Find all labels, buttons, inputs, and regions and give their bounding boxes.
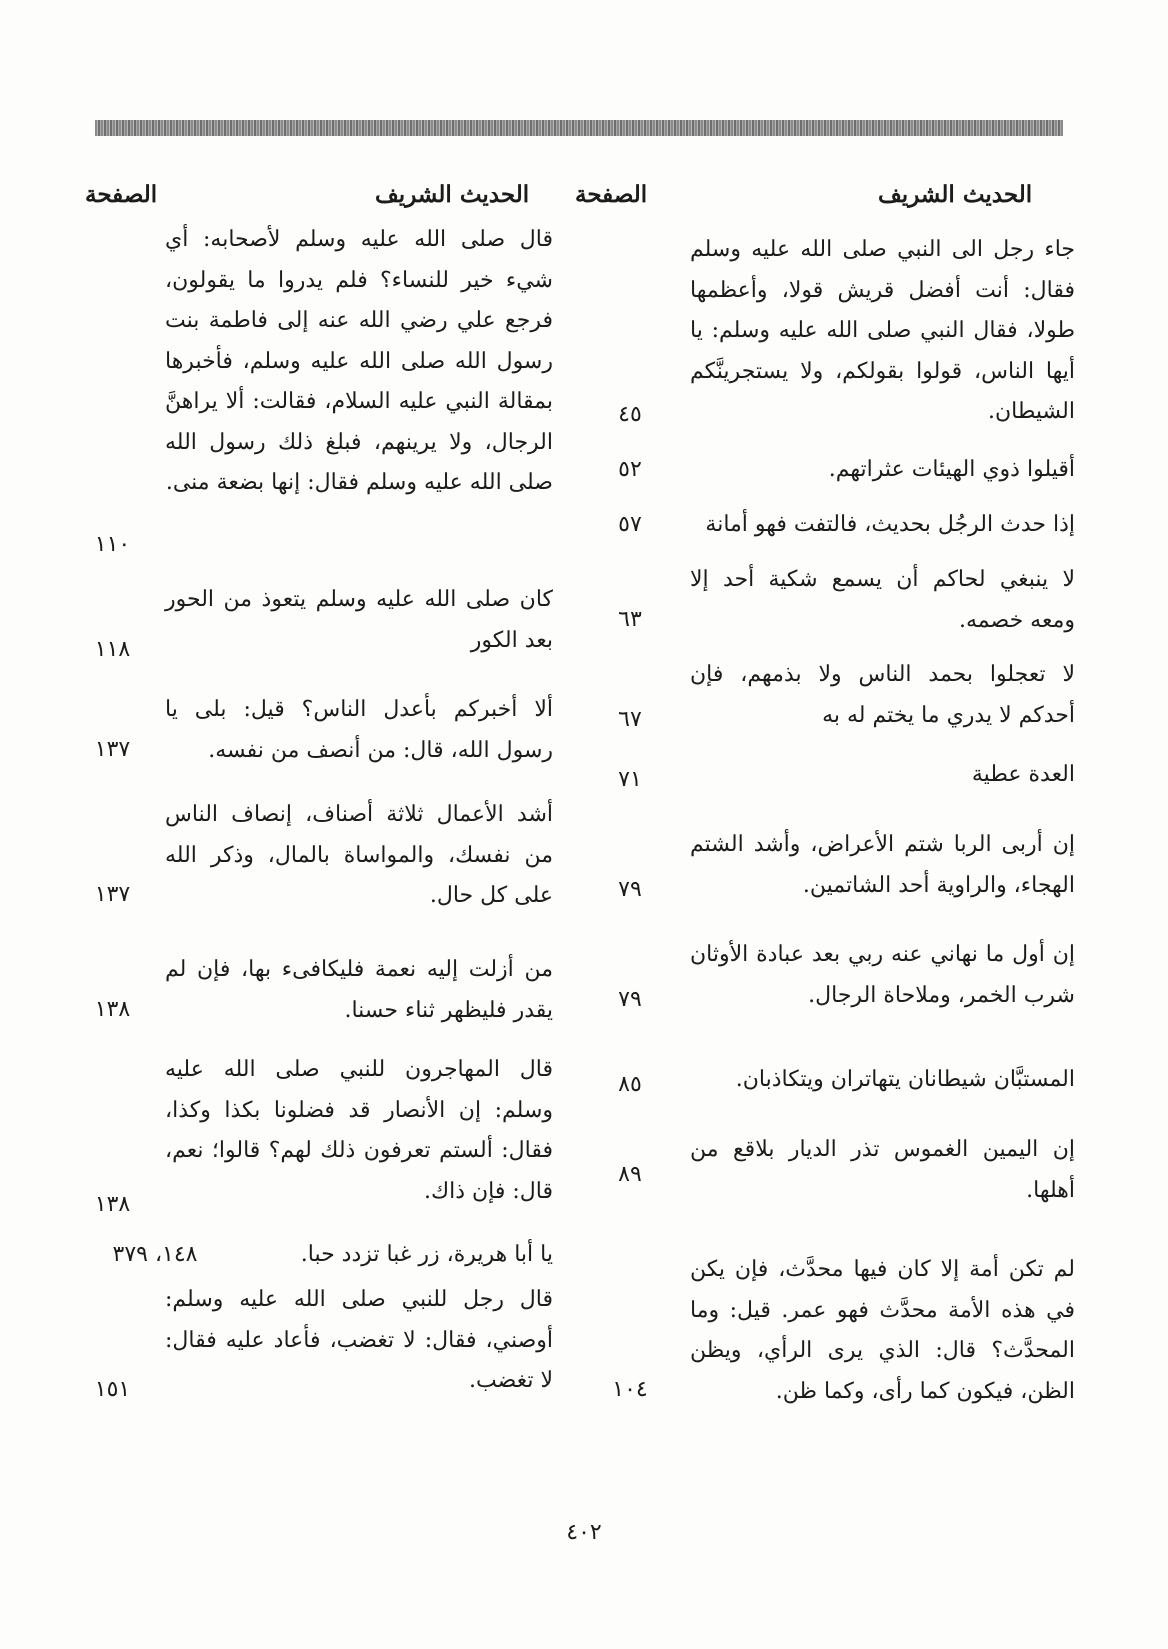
page-column-heading-left: الصفحة	[85, 181, 158, 208]
hadith-entry: إن أول ما نهاني عنه ربي بعد عبادة الأوثان شرب الخمر، وملاحاة الرجال.	[690, 942, 1075, 1008]
hadith-entry: قال صلى الله عليه وسلم لأصحابه: أي شيء خير للنساء؟ فلم يدروا ما يقولون، فرجع علي رضي الله عنه إلى فاطمة بنت رسول الله صلى الله عليه وسلم، فأخبرها بمقالة النبي عليه السلام، فقالت: ألا يراهنَّ الرجال، ولا يرينهم، فبلغ ذلك رسول الله صلى الله عليه وسلم فقال: إنها بضعة منى.	[165, 227, 553, 495]
hadith-entry: العدة عطية	[971, 762, 1075, 787]
page-reference: ٧٩	[618, 987, 642, 1012]
page-reference: ٧٩	[618, 877, 642, 902]
hadith-entry: لم تكن أمة إلا كان فيها محدَّث، فإن يكن في هذه الأمة محدَّث فهو عمر. قيل: وما المحدَّث؟ قال: الذي يرى الرأي، ويظن الظن، فيكون كما رأى، وكما ظن.	[690, 1257, 1075, 1404]
hadith-entry: جاء رجل الى النبي صلى الله عليه وسلم فقال: أنت أفضل قريش قولا، وأعظمها طولا، فقال النبي صلى الله عليه وسلم: يا أيها الناس، قولوا بقولكم، ولا يستجرينَّكم الشيطان.	[690, 237, 1075, 424]
hadith-entry: قال المهاجرون للنبي صلى الله عليه وسلم: إن الأنصار قد فضلونا بكذا وكذا، فقال: ألستم تعرفون ذلك لهم؟ قالوا؛ نعم، قال: فإن ذاك.	[165, 1057, 553, 1204]
page-reference: ١٣٧	[94, 882, 131, 907]
page-reference: ١٥١	[94, 1377, 131, 1402]
page-reference: ٨٥	[618, 1072, 642, 1097]
page-number: ٤٠٢	[566, 1520, 602, 1545]
hadith-entry: قال رجل للنبي صلى الله عليه وسلم: أوصني، فقال: لا تغضب، فأعاد عليه فقال: لا تغضب.	[165, 1287, 553, 1393]
hadith-entry: يا أبا هريرة، زر غبا تزدد حبا.	[300, 1242, 553, 1267]
hadith-entry: كان صلى الله عليه وسلم يتعوذ من الحور بعد الكور	[165, 587, 553, 653]
page-reference: ٦٣	[618, 607, 642, 632]
page-reference: ١٣٨	[94, 1192, 131, 1217]
hadith-column-heading-left: الحديث الشريف	[375, 181, 530, 208]
page-reference: ١١٠	[94, 532, 131, 557]
hadith-entry: إن اليمين الغموس تذر الديار بلاقع من أهلها.	[690, 1137, 1075, 1203]
hadith-entry: لا ينبغي لحاكم أن يسمع شكية أحد إلا ومعه خصمه.	[690, 567, 1076, 633]
hadith-entry: أشد الأعمال ثلاثة أصناف، إنصاف الناس من نفسك، والمواساة بالمال، وذكر الله على كل حال.	[165, 802, 553, 908]
page-reference: ٥٧	[618, 512, 642, 537]
hadith-column-heading-right: الحديث الشريف	[878, 181, 1033, 208]
page-reference: ٥٢	[618, 457, 642, 482]
page-reference: ١٠٤	[612, 1377, 648, 1402]
hadith-entry: المستبَّان شيطانان يتهاتران ويتكاذبان.	[735, 1067, 1075, 1092]
page-reference: ٦٧	[618, 707, 642, 732]
hadith-entry: إن أربى الربا شتم الأعراض، وأشد الشتم الهجاء، والراوية أحد الشاتمين.	[690, 832, 1075, 898]
page-reference: ٤٥	[618, 402, 642, 427]
page-reference: ٨٩	[618, 1162, 642, 1187]
hadith-entry: أقيلوا ذوي الهيئات عثراتهم.	[828, 457, 1075, 482]
hadith-entry: ألا أخبركم بأعدل الناس؟ قيل: بلى يا رسول الله، قال: من أنصف من نفسه.	[165, 697, 553, 763]
page-reference: ١١٨	[94, 637, 131, 662]
page-reference: ١٣٧	[94, 737, 131, 762]
top-decorative-band	[95, 120, 1063, 136]
page-reference: ٧١	[618, 767, 642, 792]
page-reference: ١٤٨، ٣٧٩	[112, 1242, 198, 1267]
page-column-heading-right: الصفحة	[575, 181, 648, 208]
page-reference: ١٣٨	[94, 997, 131, 1022]
hadith-entry: إذا حدث الرجُل بحديث، فالتفت فهو أمانة	[705, 512, 1075, 537]
hadith-entry: لا تعجلوا بحمد الناس ولا بذمهم، فإن أحدكم لا يدري ما يختم له به	[690, 662, 1075, 728]
hadith-entry: من أزلت إليه نعمة فليكافىء بها، فإن لم يقدر فليظهر ثناء حسنا.	[165, 957, 553, 1023]
